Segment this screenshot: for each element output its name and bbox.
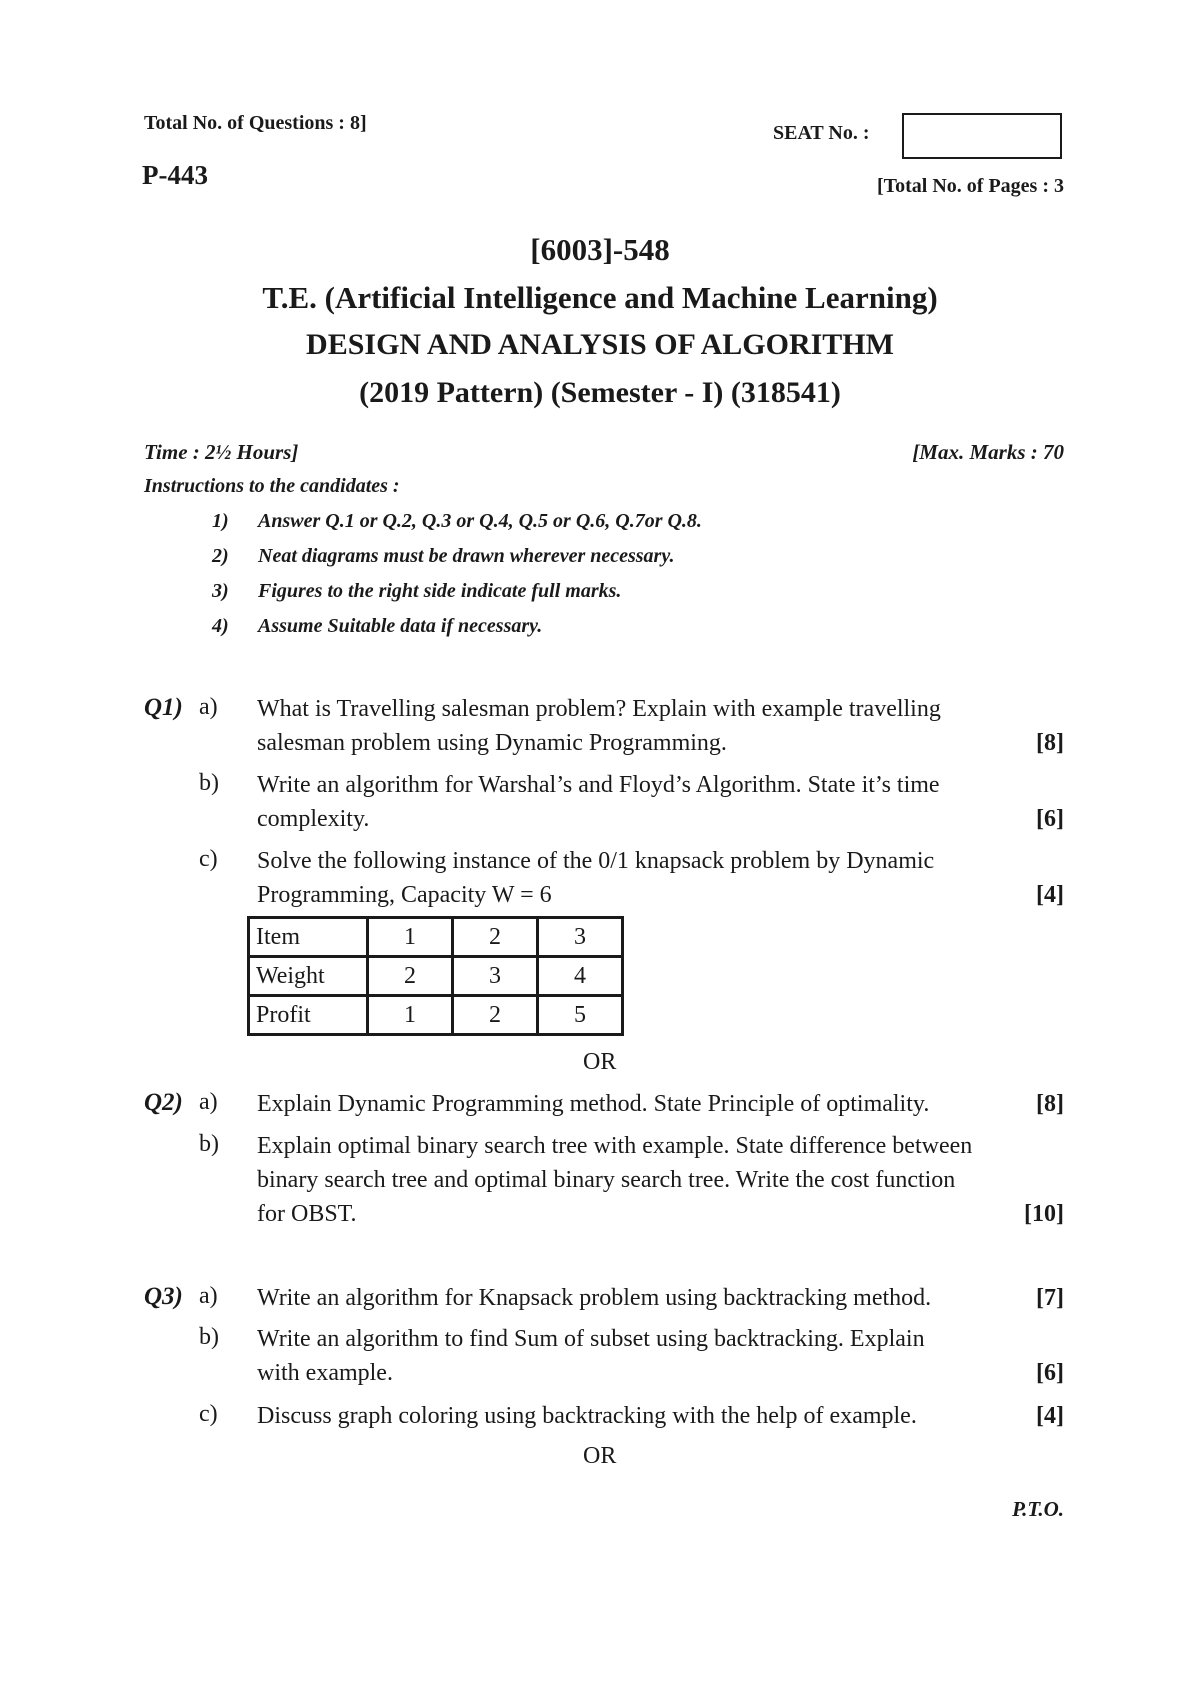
q2a-marks: [8] [1036,1091,1064,1117]
table-cell: 3 [538,918,623,957]
q3c-line1: Discuss graph coloring using backtracking with the help of example. [257,1403,917,1429]
pattern-line: (2019 Pattern) (Semester - I) (318541) [359,376,841,409]
q1c-text [257,844,1064,912]
q3a-line1: Write an algorithm for Knapsack problem using backtracking method. [257,1285,932,1311]
seat-label: SEAT No. : [773,122,870,144]
q2b-line2: binary search tree and optimal binary search tree. Write the cost function [257,1167,956,1193]
q3b-label: b) [199,1324,219,1350]
subject-title: DESIGN AND ANALYSIS OF ALGORITHM [306,328,894,361]
q3c-label: c) [199,1401,218,1427]
q1c-marks: [4] [1036,882,1064,908]
q1b-label: b) [199,770,219,796]
table-row [249,957,623,996]
instruction-item [212,615,542,638]
q3b-line1: Write an algorithm to find Sum of subset using backtracking. Explain [257,1326,925,1352]
q3c-marks: [4] [1036,1403,1064,1429]
exam-code: [6003]-548 [530,232,670,267]
q1b-text [257,768,1064,836]
pto-label: P.T.O. [1012,1497,1064,1521]
table-cell: 3 [453,957,538,996]
q2a-label: a) [199,1089,218,1115]
or-separator: OR [583,1443,617,1469]
q1b-marks: [6] [1036,806,1064,832]
table-cell: 2 [453,996,538,1035]
instructions-heading: Instructions to the candidates : [144,475,400,497]
instruction-number: 1) [212,510,229,532]
q1a-line1: What is Travelling salesman problem? Explain with example travelling [257,696,941,722]
q2b-text [257,1129,1064,1231]
question-label-q3: Q3) [144,1283,183,1310]
table-cell: 4 [538,957,623,996]
table-cell: 2 [453,918,538,957]
seat-number-box [902,113,1062,159]
q2a-text [257,1087,1064,1121]
q1a-line2: salesman problem using Dynamic Programming. [257,730,727,756]
max-marks: [Max. Marks : 70 [912,440,1064,464]
table-cell: 1 [368,996,453,1035]
table-cell: Item [249,918,368,957]
instruction-item [212,545,674,568]
table-cell: Profit [249,996,368,1035]
table-cell: 2 [368,957,453,996]
course-title: T.E. (Artificial Intelligence and Machine Learning) [262,280,938,315]
q2b-line1: Explain optimal binary search tree with example. State difference between [257,1133,973,1159]
q3b-line2: with example. [257,1360,393,1386]
instruction-text: Neat diagrams must be drawn wherever necessary. [258,545,675,567]
q3a-label: a) [199,1283,218,1309]
q3a-text [257,1281,1064,1315]
q1a-text [257,692,1064,760]
q3b-text [257,1322,1064,1390]
q1c-label: c) [199,846,218,872]
q1c-line1: Solve the following instance of the 0/1 knapsack problem by Dynamic [257,848,935,874]
q2a-line1: Explain Dynamic Programming method. State Principle of optimality. [257,1091,930,1117]
question-label-q2: Q2) [144,1089,183,1116]
instruction-item [212,510,702,533]
paper-code: P-443 [142,160,208,190]
knapsack-table [247,916,624,1036]
table-row [249,996,623,1035]
q1b-line2: complexity. [257,806,370,832]
q2b-marks: [10] [1024,1201,1064,1227]
total-questions: Total No. of Questions : 8] [144,112,367,134]
instruction-number: 2) [212,545,229,567]
instruction-item [212,580,621,603]
instruction-number: 3) [212,580,229,602]
total-pages: [Total No. of Pages : 3 [876,175,1064,197]
q1c-line2: Programming, Capacity W = 6 [257,882,552,908]
question-label-q1: Q1) [144,694,183,721]
table-cell: 1 [368,918,453,957]
q1b-line1: Write an algorithm for Warshal’s and Floyd’s Algorithm. State it’s time [257,772,940,798]
table-row [249,918,623,957]
q1a-marks: [8] [1036,730,1064,756]
exam-time: Time : 2½ Hours] [144,440,299,464]
q2b-line3: for OBST. [257,1201,357,1227]
table-cell: Weight [249,957,368,996]
instruction-text: Figures to the right side indicate full marks. [258,580,622,602]
q3b-marks: [6] [1036,1360,1064,1386]
table-cell: 5 [538,996,623,1035]
q3c-text [257,1399,1064,1433]
instruction-number: 4) [212,615,229,637]
q2b-label: b) [199,1131,219,1157]
or-separator: OR [583,1049,617,1075]
instruction-text: Assume Suitable data if necessary. [258,615,543,637]
q3a-marks: [7] [1036,1285,1064,1311]
q1a-label: a) [199,694,218,720]
instruction-text: Answer Q.1 or Q.2, Q.3 or Q.4, Q.5 or Q.6, Q.7or Q.8. [258,510,702,532]
